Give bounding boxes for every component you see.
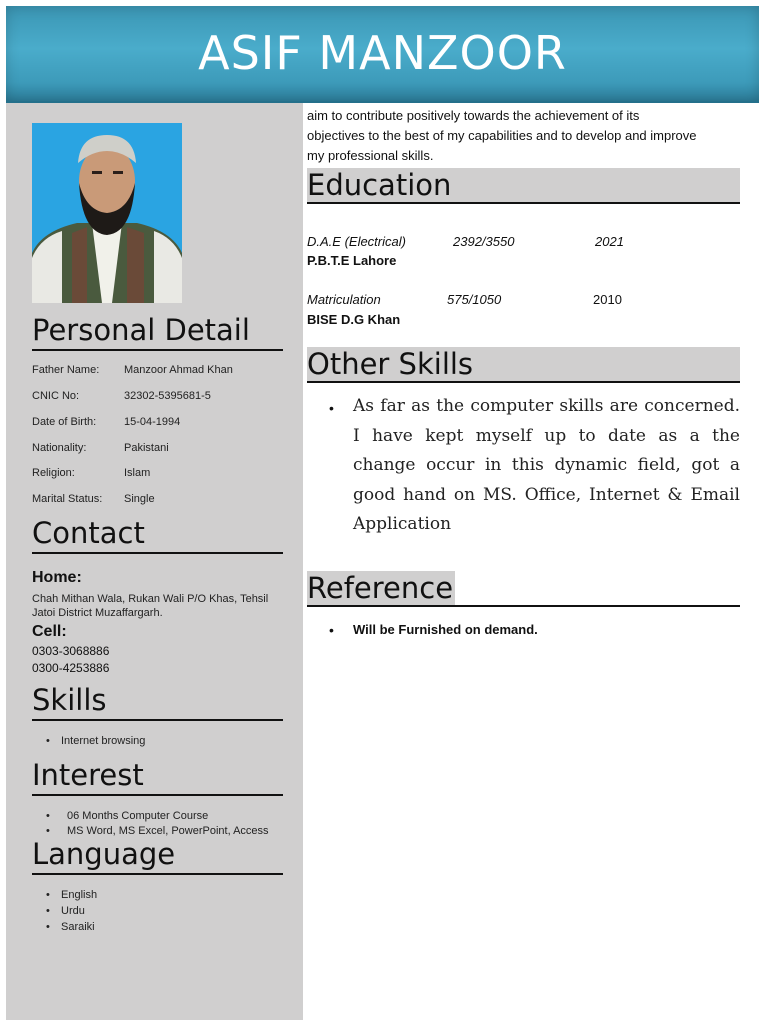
education-degree: Matriculation: [307, 292, 381, 307]
contact-heading: Contact: [32, 515, 283, 554]
list-item: • Internet browsing: [46, 733, 145, 749]
list-item: • Urdu: [46, 903, 97, 919]
header-banner: [6, 6, 759, 103]
education-heading-bar: [307, 168, 740, 204]
cnic-label: CNIC No:: [32, 390, 80, 402]
skills-heading: Skills: [32, 682, 283, 721]
reference-heading: Reference: [307, 571, 454, 605]
religion-value: Islam: [124, 467, 151, 479]
profile-photo: [32, 123, 182, 303]
list-item: • MS Word, MS Excel, PowerPoint, Access: [46, 824, 269, 839]
list-item: • English: [46, 887, 97, 903]
education-year: 2010: [593, 292, 622, 307]
home-address-line-1: Chah Mithan Wala, Rukan Wali P/O Khas, Tehsil: [32, 593, 269, 605]
education-degree: D.A.E (Electrical): [307, 234, 406, 249]
home-label: Home:: [32, 569, 82, 586]
bullet: •: [329, 622, 334, 638]
father-name-value: Manzoor Ahmad Khan: [124, 364, 233, 376]
bullet: •: [329, 400, 334, 416]
personal-detail-heading: Personal Detail: [32, 312, 283, 351]
education-marks: 575/1050: [447, 292, 502, 307]
father-name-label: Father Name:: [32, 364, 100, 376]
skills-list: [46, 733, 145, 749]
phone-number: 0300-4253886: [32, 661, 110, 675]
list-item: • Saraiki: [46, 919, 97, 935]
education-heading: Education: [307, 168, 452, 202]
home-address-line-2: Jatoi District Muzaffargarh.: [32, 607, 163, 619]
education-board: P.B.T.E Lahore: [307, 253, 397, 268]
nationality-value: Pakistani: [124, 442, 169, 454]
cnic-value: 32302-5395681-5: [124, 390, 211, 402]
education-year: 2021: [595, 234, 624, 249]
phone-number: 0303-3068886: [32, 644, 110, 658]
language-list: [46, 887, 97, 935]
interest-heading: Interest: [32, 757, 283, 796]
interest-list: [46, 809, 269, 839]
education-board: BISE D.G Khan: [307, 312, 401, 327]
list-item: • 06 Months Computer Course: [46, 809, 269, 824]
education-marks: 2392/3550: [453, 234, 515, 249]
dob-value: 15-04-1994: [124, 416, 181, 428]
objective-line: aim to contribute positively towards the achievement of its: [307, 108, 640, 123]
religion-label: Religion:: [32, 467, 75, 479]
person-photo-icon: [32, 123, 182, 303]
other-skills-heading-bar: [307, 347, 740, 383]
objective-line: objectives to the best of my capabilities and to develop and improve: [307, 128, 697, 143]
other-skills-text: As far as the computer skills are concerned. I have kept myself up to date as a the change occur in this dynamic field, got a good hand on MS. Office, Internet & Email Application: [353, 396, 740, 535]
candidate-name: ASIF MANZOOR: [198, 26, 567, 80]
objective-text: [307, 106, 743, 166]
other-skills-heading: Other Skills: [307, 347, 474, 381]
cell-label: Cell:: [32, 623, 67, 640]
dob-label: Date of Birth:: [32, 416, 97, 428]
language-heading: Language: [32, 836, 283, 875]
nationality-label: Nationality:: [32, 442, 87, 454]
objective-line: my professional skills.: [307, 148, 434, 163]
reference-text: Will be Furnished on demand.: [353, 622, 538, 637]
marital-status-value: Single: [124, 493, 155, 505]
reference-heading-bar: [307, 571, 740, 607]
marital-status-label: Marital Status:: [32, 493, 103, 505]
